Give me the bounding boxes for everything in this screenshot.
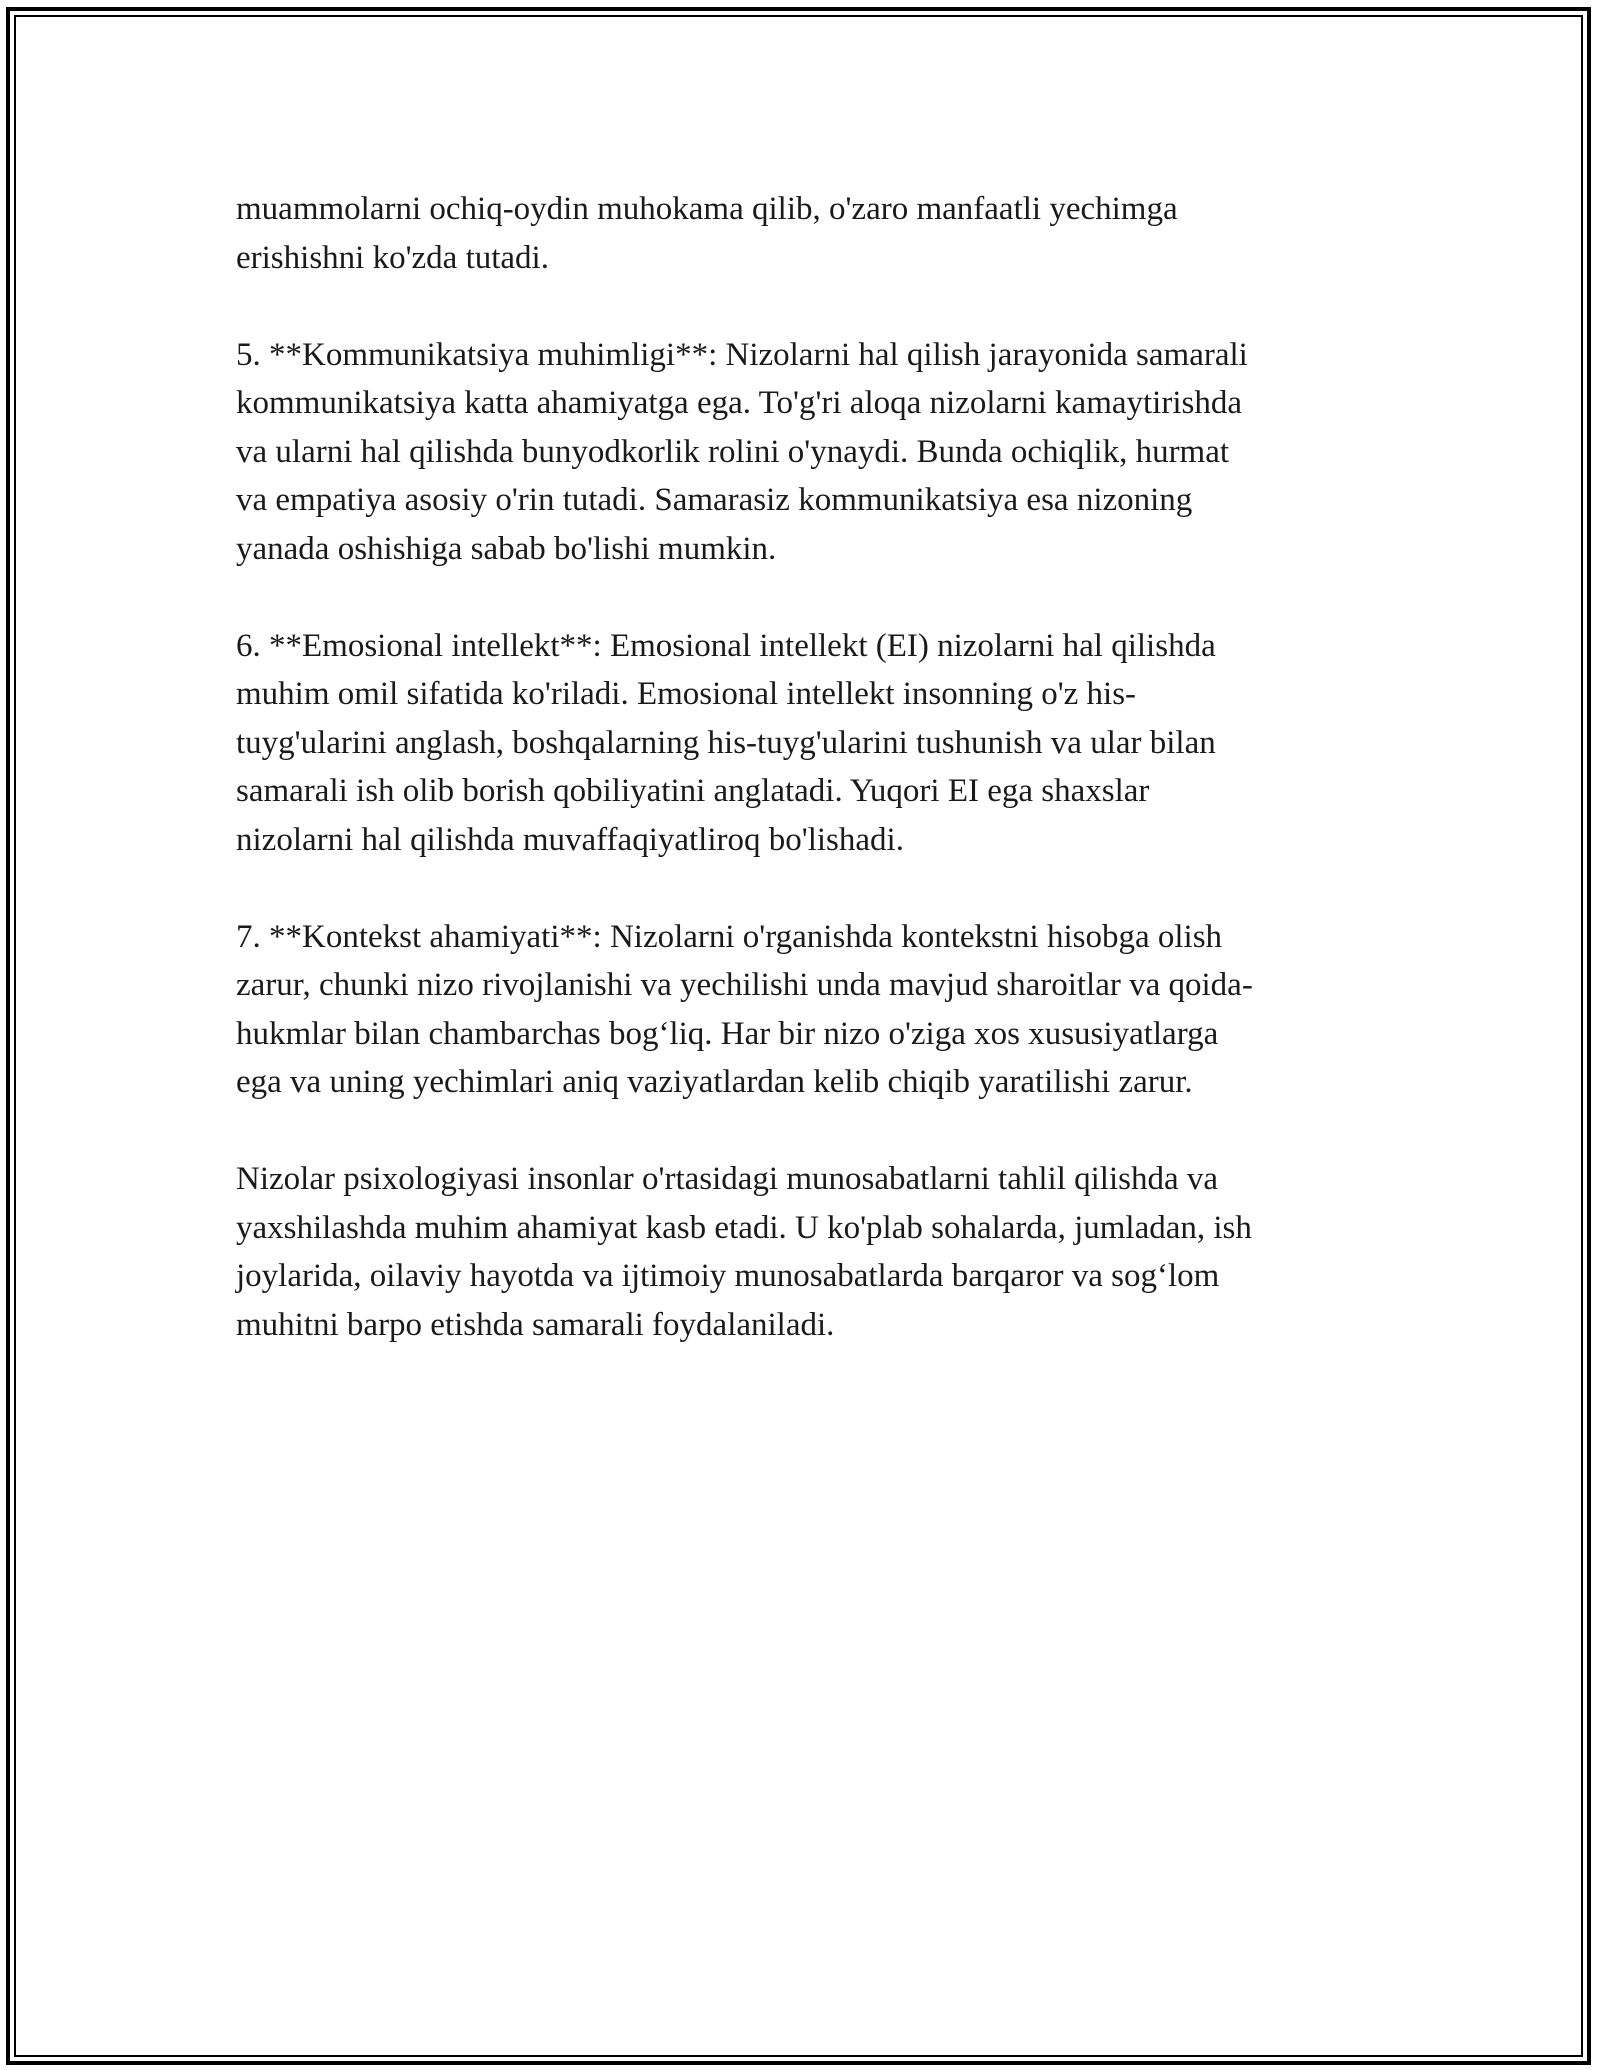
- paragraph-communication: 5. **Kommunikatsiya muhimligi**: Nizolarni hal qilish jarayonida samarali kommunikatsiya katta ahamiyatga ega. To'g'ri aloqa nizolarni kamaytirishda va ularni hal qilishda bunyodkorlik rolini o'ynaydi. Bunda ochiqlik, hurmat va empatiya asosiy o'rin tutadi. Samarasiz kommunikatsiya esa nizoning yanada oshishiga sabab bo'lishi mumkin.: [236, 336, 1248, 567]
- paragraph-emotional-intelligence: 6. **Emosional intellekt**: Emosional intellekt (EI) nizolarni hal qilishda muhim omil sifatida ko'riladi. Emosional intellekt insonning o'z his- tuyg'ularini anglash, boshqalarning his-tuyg'ularini tushunish va ular bilan samarali ish olib borish qobiliyatini anglatadi. Yuqori EI ega shaxslar nizolarni hal qilishda muvaffaqiyatliroq bo'lishadi.: [236, 627, 1216, 858]
- paragraph-context: 7. **Kontekst ahamiyati**: Nizolarni o'rganishda kontekstni hisobga olish zarur, chunki nizo rivojlanishi va yechilishi unda mavjud sharoitlar va qoida- hukmlar bilan chambarchas bog‘liq. Har bir nizo o'ziga xos xususiyatlarga ega va uning yechimlari aniq vaziyatlardan kelib chiqib yaratilishi zarur.: [236, 918, 1253, 1100]
- paragraph-continuation: muammolarni ochiq-oydin muhokama qilib, o'zaro manfaatli yechimga erishishni ko'zda tutadi.: [236, 191, 1178, 276]
- paragraph-conclusion: Nizolar psixologiyasi insonlar o'rtasidagi munosabatlarni tahlil qilishda va yaxshilashda muhim ahamiyat kasb etadi. U ko'plab sohalarda, jumladan, ish joylarida, oilaviy hayotda va ijtimoiy munosabatlarda barqaror va sog‘lom muhitni barpo etishda samarali foydalaniladi.: [236, 1161, 1252, 1343]
- document-body: [236, 185, 1376, 1398]
